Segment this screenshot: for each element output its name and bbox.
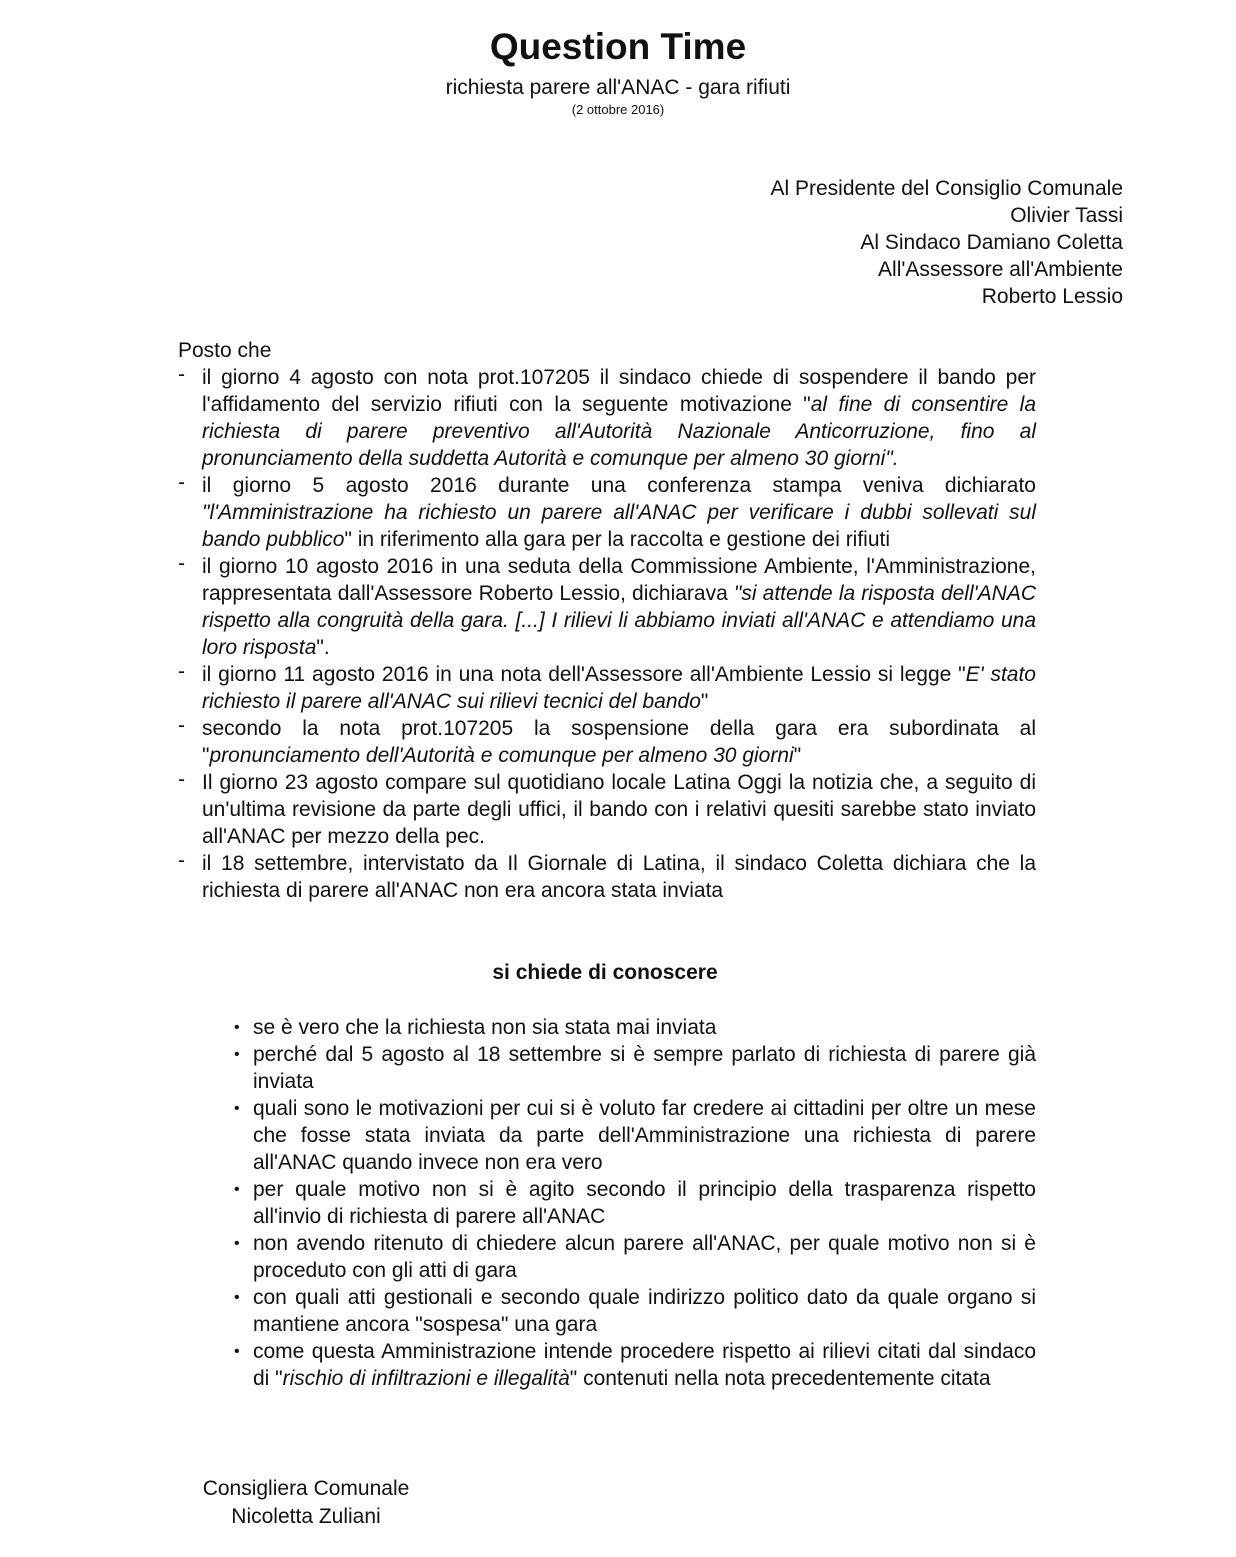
plain-text: per quale motivo non si è agito secondo il principio della trasparenza rispetto all'invio di richiesta di parere all'ANAC xyxy=(253,1178,1036,1228)
question-item-text xyxy=(253,1232,1036,1282)
premise-item-text xyxy=(202,769,1036,850)
questions-list xyxy=(230,1014,1036,1392)
quoted-text: E' stato richiesto il parere all'ANAC sui rilievi tecnici del bando xyxy=(202,663,1036,713)
plain-text: il giorno 4 agosto con nota prot.107205 il sindaco chiede di sospendere il bando per l'affidamento del servizio rifiuti con la seguente motivazione " xyxy=(202,366,1036,416)
premise-item-marker: - xyxy=(178,363,185,386)
premise-item-text xyxy=(202,850,1036,904)
plain-text: secondo la nota prot.107205 la sospensione della gara era subordinata al " xyxy=(202,717,1036,767)
plain-text: " contenuti nella nota precedentemente citata xyxy=(569,1367,991,1390)
premise-item xyxy=(176,661,1036,715)
premises-label: Posto che xyxy=(178,339,272,362)
plain-text: se è vero che la richiesta non sia stata mai inviata xyxy=(253,1016,717,1039)
question-item xyxy=(230,1176,1036,1230)
question-item xyxy=(230,1284,1036,1338)
premise-item-text xyxy=(202,472,1036,553)
plain-text: ". xyxy=(316,636,330,659)
plain-text: il giorno 11 agosto 2016 in una nota dell'Assessore all'Ambiente Lessio si legge " xyxy=(202,663,966,686)
question-item xyxy=(230,1230,1036,1284)
question-item xyxy=(230,1338,1036,1392)
premise-item-marker: - xyxy=(178,660,185,683)
plain-text: come questa Amministrazione intende procedere rispetto ai rilievi citati dal sindaco di " xyxy=(253,1340,1036,1390)
premise-item-text xyxy=(202,715,1036,769)
quoted-text: rischio di infiltrazioni e illegalità xyxy=(282,1367,570,1390)
signature-name: Nicoletta Zuliani xyxy=(231,1505,381,1528)
document-date: (2 ottobre 2016) xyxy=(571,102,665,117)
document-title: Question Time xyxy=(489,26,747,67)
plain-text: " in riferimento alla gara per la raccolta e gestione dei rifiuti xyxy=(344,528,891,551)
quoted-text: "l'Amministrazione ha richiesto un parere all'ANAC per verificare i dubbi sollevati sul bando pubblico xyxy=(202,501,1036,551)
question-item-text xyxy=(253,1340,1036,1390)
plain-text: " xyxy=(700,690,709,713)
question-item-marker: • xyxy=(234,1100,240,1117)
quoted-text: "si attende la risposta dell'ANAC rispetto alla congruità della gara. [...] I rilievi li abbiamo inviati all'ANAC e attendiamo una loro risposta xyxy=(202,582,1036,659)
quoted-text: pronunciamento dell'Autorità e comunque per almeno 30 giorni xyxy=(209,744,794,767)
premise-item-marker: - xyxy=(178,714,185,737)
question-item-text xyxy=(253,1043,1036,1093)
plain-text: quali sono le motivazioni per cui si è voluto far credere ai cittadini per oltre un mese che fosse stata inviata da parte dell'Amministrazione una richiesta di parere all'ANAC quando invece non era vero xyxy=(253,1097,1036,1174)
recipient-line: All'Assessore all'Ambiente xyxy=(878,258,1123,281)
premise-item xyxy=(176,769,1036,850)
plain-text: con quali atti gestionali e secondo quale indirizzo politico dato da quale organo si mantiene ancora "sospesa" una gara xyxy=(253,1286,1036,1336)
recipient-line: Roberto Lessio xyxy=(981,285,1123,308)
plain-text: " xyxy=(793,744,802,767)
question-item-marker: • xyxy=(234,1343,240,1360)
premises-list xyxy=(176,364,1036,904)
signature-role: Consigliera Comunale xyxy=(202,1477,410,1500)
question-item-text xyxy=(253,1178,1036,1228)
recipients-block xyxy=(523,175,1123,310)
signature-block xyxy=(176,1475,436,1531)
question-item-marker: • xyxy=(234,1046,240,1063)
plain-text: il giorno 5 agosto 2016 durante una conferenza stampa veniva dichiarato xyxy=(202,474,1036,497)
recipient-line: Olivier Tassi xyxy=(1010,204,1123,227)
question-item xyxy=(230,1041,1036,1095)
premise-item xyxy=(176,850,1036,904)
plain-text: il 18 settembre, intervistato da Il Giornale di Latina, il sindaco Coletta dichiara che la richiesta di parere all'ANAC non era ancora stata inviata xyxy=(202,852,1036,902)
premise-item-marker: - xyxy=(178,552,185,575)
premise-item-text xyxy=(202,661,1036,715)
question-item-marker: • xyxy=(234,1235,240,1252)
plain-text: non avendo ritenuto di chiedere alcun parere all'ANAC, per quale motivo non si è proceduto con gli atti di gara xyxy=(253,1232,1036,1282)
document-subtitle: richiesta parere all'ANAC - gara rifiuti xyxy=(445,76,791,99)
premise-item xyxy=(176,553,1036,661)
question-item-marker: • xyxy=(234,1289,240,1306)
question-item-text xyxy=(253,1016,716,1039)
premise-item-text xyxy=(202,364,1036,472)
premise-item xyxy=(176,364,1036,472)
question-item xyxy=(230,1014,1036,1041)
premise-item-text xyxy=(202,553,1036,661)
premise-item-marker: - xyxy=(178,849,185,872)
premise-item-marker: - xyxy=(178,471,185,494)
quoted-text: al fine di consentire la richiesta di parere preventivo all'Autorità Nazionale Anticorruzione, fino al pronunciamento della suddetta Autorità e comunque per almeno 30 giorni". xyxy=(202,393,1037,470)
request-heading: si chiede di conoscere xyxy=(492,961,718,984)
premise-item xyxy=(176,472,1036,553)
plain-text: il giorno 10 agosto 2016 in una seduta della Commissione Ambiente, l'Amministrazione, rappresentata dall'Assessore Roberto Lessio, dichiarava xyxy=(202,555,1036,605)
recipient-line: Al Presidente del Consiglio Comunale xyxy=(770,177,1123,200)
question-item-text xyxy=(253,1097,1036,1174)
premise-item-marker: - xyxy=(178,768,185,791)
plain-text: perché dal 5 agosto al 18 settembre si è sempre parlato di richiesta di parere già inviata xyxy=(253,1043,1036,1093)
question-item-text xyxy=(253,1286,1036,1336)
question-item-marker: • xyxy=(234,1019,240,1036)
question-item-marker: • xyxy=(234,1181,240,1198)
recipient-line: Al Sindaco Damiano Coletta xyxy=(860,231,1123,254)
plain-text: Il giorno 23 agosto compare sul quotidiano locale Latina Oggi la notizia che, a seguito di un'ultima revisione da parte degli uffici, il bando con i relativi quesiti sarebbe stato inviato all'ANAC per mezzo della pec. xyxy=(202,771,1036,848)
question-item xyxy=(230,1095,1036,1176)
premise-item xyxy=(176,715,1036,769)
